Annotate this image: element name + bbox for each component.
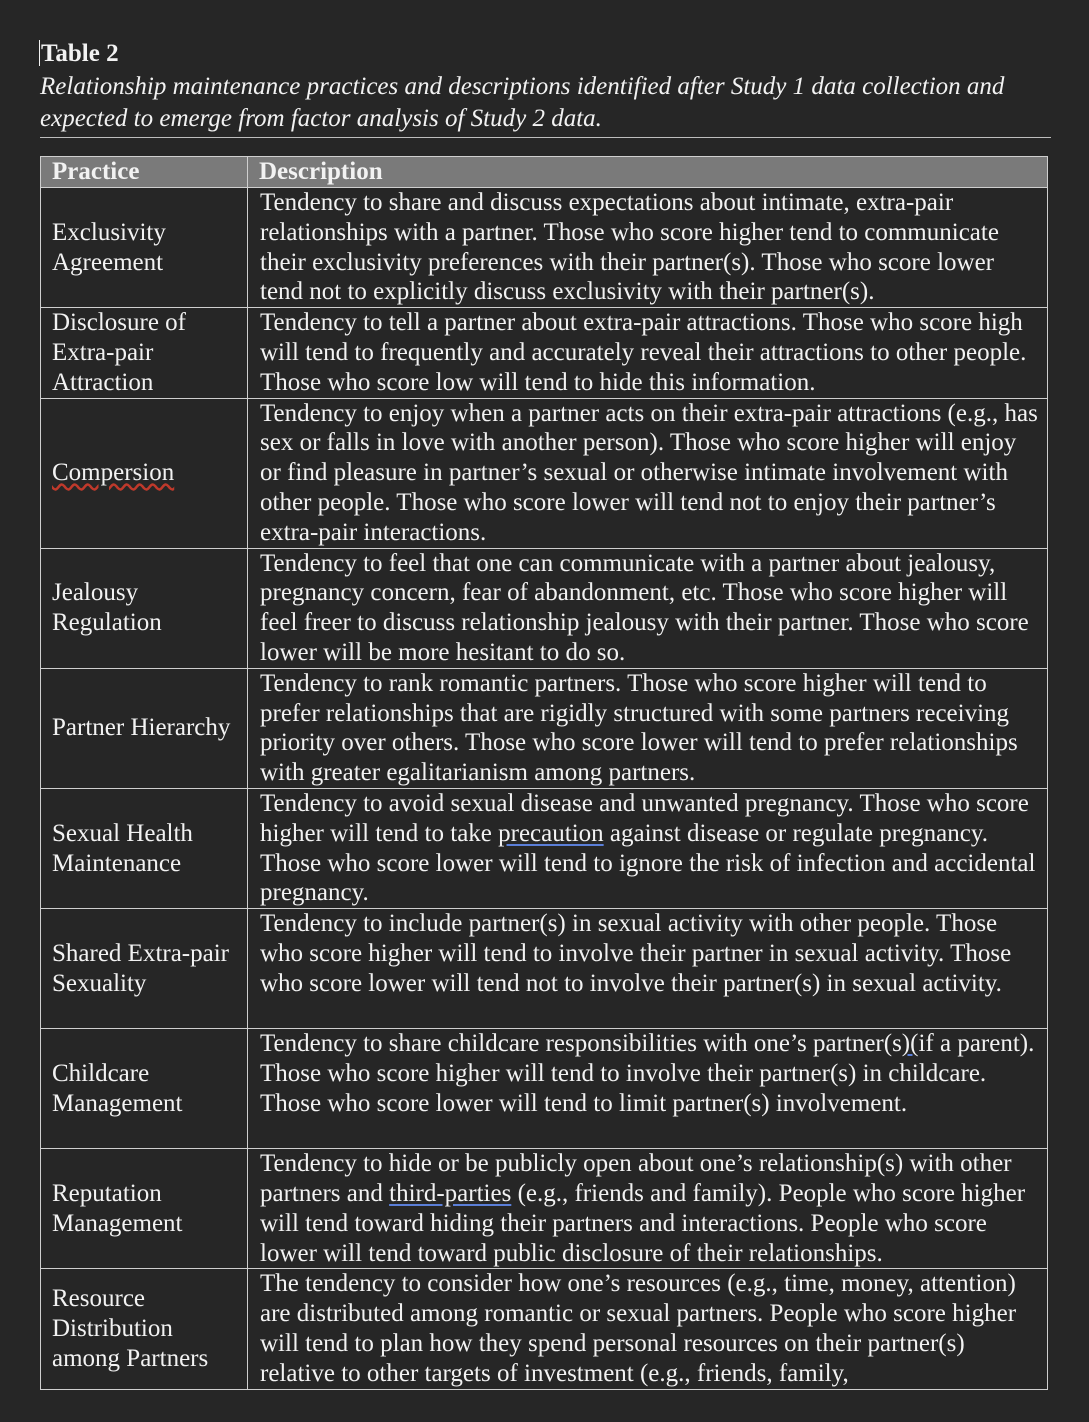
description-cell: Tendency to feel that one can communicate with a partner about jealousy, pregnancy concern, fear of abandonment, etc. Those who score higher will feel freer to discuss relationship jealousy with their partner. Those who score lower will be more hesitant to do so. <box>248 548 1048 668</box>
table-row <box>41 1269 1048 1389</box>
practice-cell: Jealousy Regulation <box>41 548 248 668</box>
description-text: Tendency to avoid sexual disease and unwanted pregnancy. Those who score higher will tend to take <box>260 789 1029 847</box>
practice-cell: Shared Extra-pair Sexuality <box>41 909 248 1029</box>
description-cell <box>248 788 1048 908</box>
table-caption: Relationship maintenance practices and descriptions identified after Study 1 data collection and expected to emerge from factor analysis of Study 2 data. <box>40 73 1005 132</box>
practice-cell: Resource Distribution among Partners <box>41 1269 248 1389</box>
description-cell: Tendency to tell a partner about extra-pair attractions. Those who score high will tend to frequently and accurately reveal their attractions to other people. Those who score low will tend to hide this information. <box>248 308 1048 398</box>
description-cell: Tendency to rank romantic partners. Those who score higher will tend to prefer relationships that are rigidly structured with some partners receiving priority over others. Those who score lower will tend to prefer relationships with greater egalitarianism among partners. <box>248 668 1048 788</box>
description-cell <box>248 1149 1048 1269</box>
caption-rule <box>40 137 1051 138</box>
grammar-flagged-word: precaution <box>498 819 604 847</box>
table-row <box>41 909 1048 1029</box>
grammar-flagged-word: third-parties <box>389 1179 512 1207</box>
table-row <box>41 668 1048 788</box>
table-row <box>41 398 1048 548</box>
table-row <box>41 548 1048 668</box>
practice-cell: Sexual Health Maintenance <box>41 788 248 908</box>
grammar-flagged-word: )( <box>901 1030 919 1058</box>
description-cell: Tendency to share and discuss expectations about intimate, extra-pair relationships with a partner. Those who score higher tend to communicate their exclusivity preferences with their partner(s). Those who score lower tend not to explicitly discuss exclusivity with their partner(s). <box>248 188 1048 308</box>
description-cell: Tendency to enjoy when a partner acts on their extra-pair attractions (e.g., has sex or falls in love with another person). Those who score higher will enjoy or find pleasure in partner’s sexual or otherwise intimate involvement with other people. Those who score lower will tend not to enjoy their partner’s extra-pair interactions. <box>248 398 1048 548</box>
practice-cell: Childcare Management <box>41 1029 248 1149</box>
table-row <box>41 788 1048 908</box>
table-row <box>41 308 1048 398</box>
description-text: Tendency to hide or be publicly open about one’s relationship(s) with other partners and <box>260 1150 1012 1207</box>
practice-cell: Exclusivity Agreement <box>41 188 248 308</box>
table-row <box>41 188 1048 308</box>
description-text: against disease or regulate pregnancy. Those who score lower will tend to ignore the risk of infection and accidental pregnancy. <box>260 819 1036 907</box>
description-text: if a parent). Those who score higher will tend to involve their partner(s) in childcare. Those who score lower will tend to limit partner(s) involvement. <box>260 1030 1035 1117</box>
practice-cell: Reputation Management <box>41 1149 248 1269</box>
header-practice: Practice <box>41 157 248 188</box>
practice-cell <box>41 398 248 548</box>
table-row <box>41 1029 1048 1149</box>
description-cell: The tendency to consider how one’s resources (e.g., time, money, attention) are distributed among romantic or sexual partners. People who score higher will tend to plan how they spend personal resources on their partner(s) relative to other targets of investment (e.g., friends, family, <box>248 1269 1048 1389</box>
table-header-row <box>41 157 1048 188</box>
text-cursor <box>39 40 40 66</box>
practice-cell: Disclosure of Extra-pair Attraction <box>41 308 248 398</box>
table-row <box>41 1149 1048 1269</box>
table-label: Table 2 <box>41 40 119 67</box>
description-text: Tendency to share childcare responsibilities with one’s partner(s <box>260 1030 902 1058</box>
practice-cell: Partner Hierarchy <box>41 668 248 788</box>
description-cell <box>248 1029 1048 1149</box>
description-cell: Tendency to include partner(s) in sexual activity with other people. Those who score higher will tend to involve their partner in sexual activity. Those who score lower will tend not to involve their partner(s) in sexual activity. <box>248 909 1048 1029</box>
spellcheck-flagged-word: Compersion <box>52 459 175 487</box>
description-text: (e.g., friends and family). People who score higher will tend toward hiding their partners and interactions. People who score lower will tend toward public disclosure of their relationships. <box>260 1179 1026 1267</box>
practices-table <box>40 156 1048 1390</box>
header-description: Description <box>248 157 1048 188</box>
